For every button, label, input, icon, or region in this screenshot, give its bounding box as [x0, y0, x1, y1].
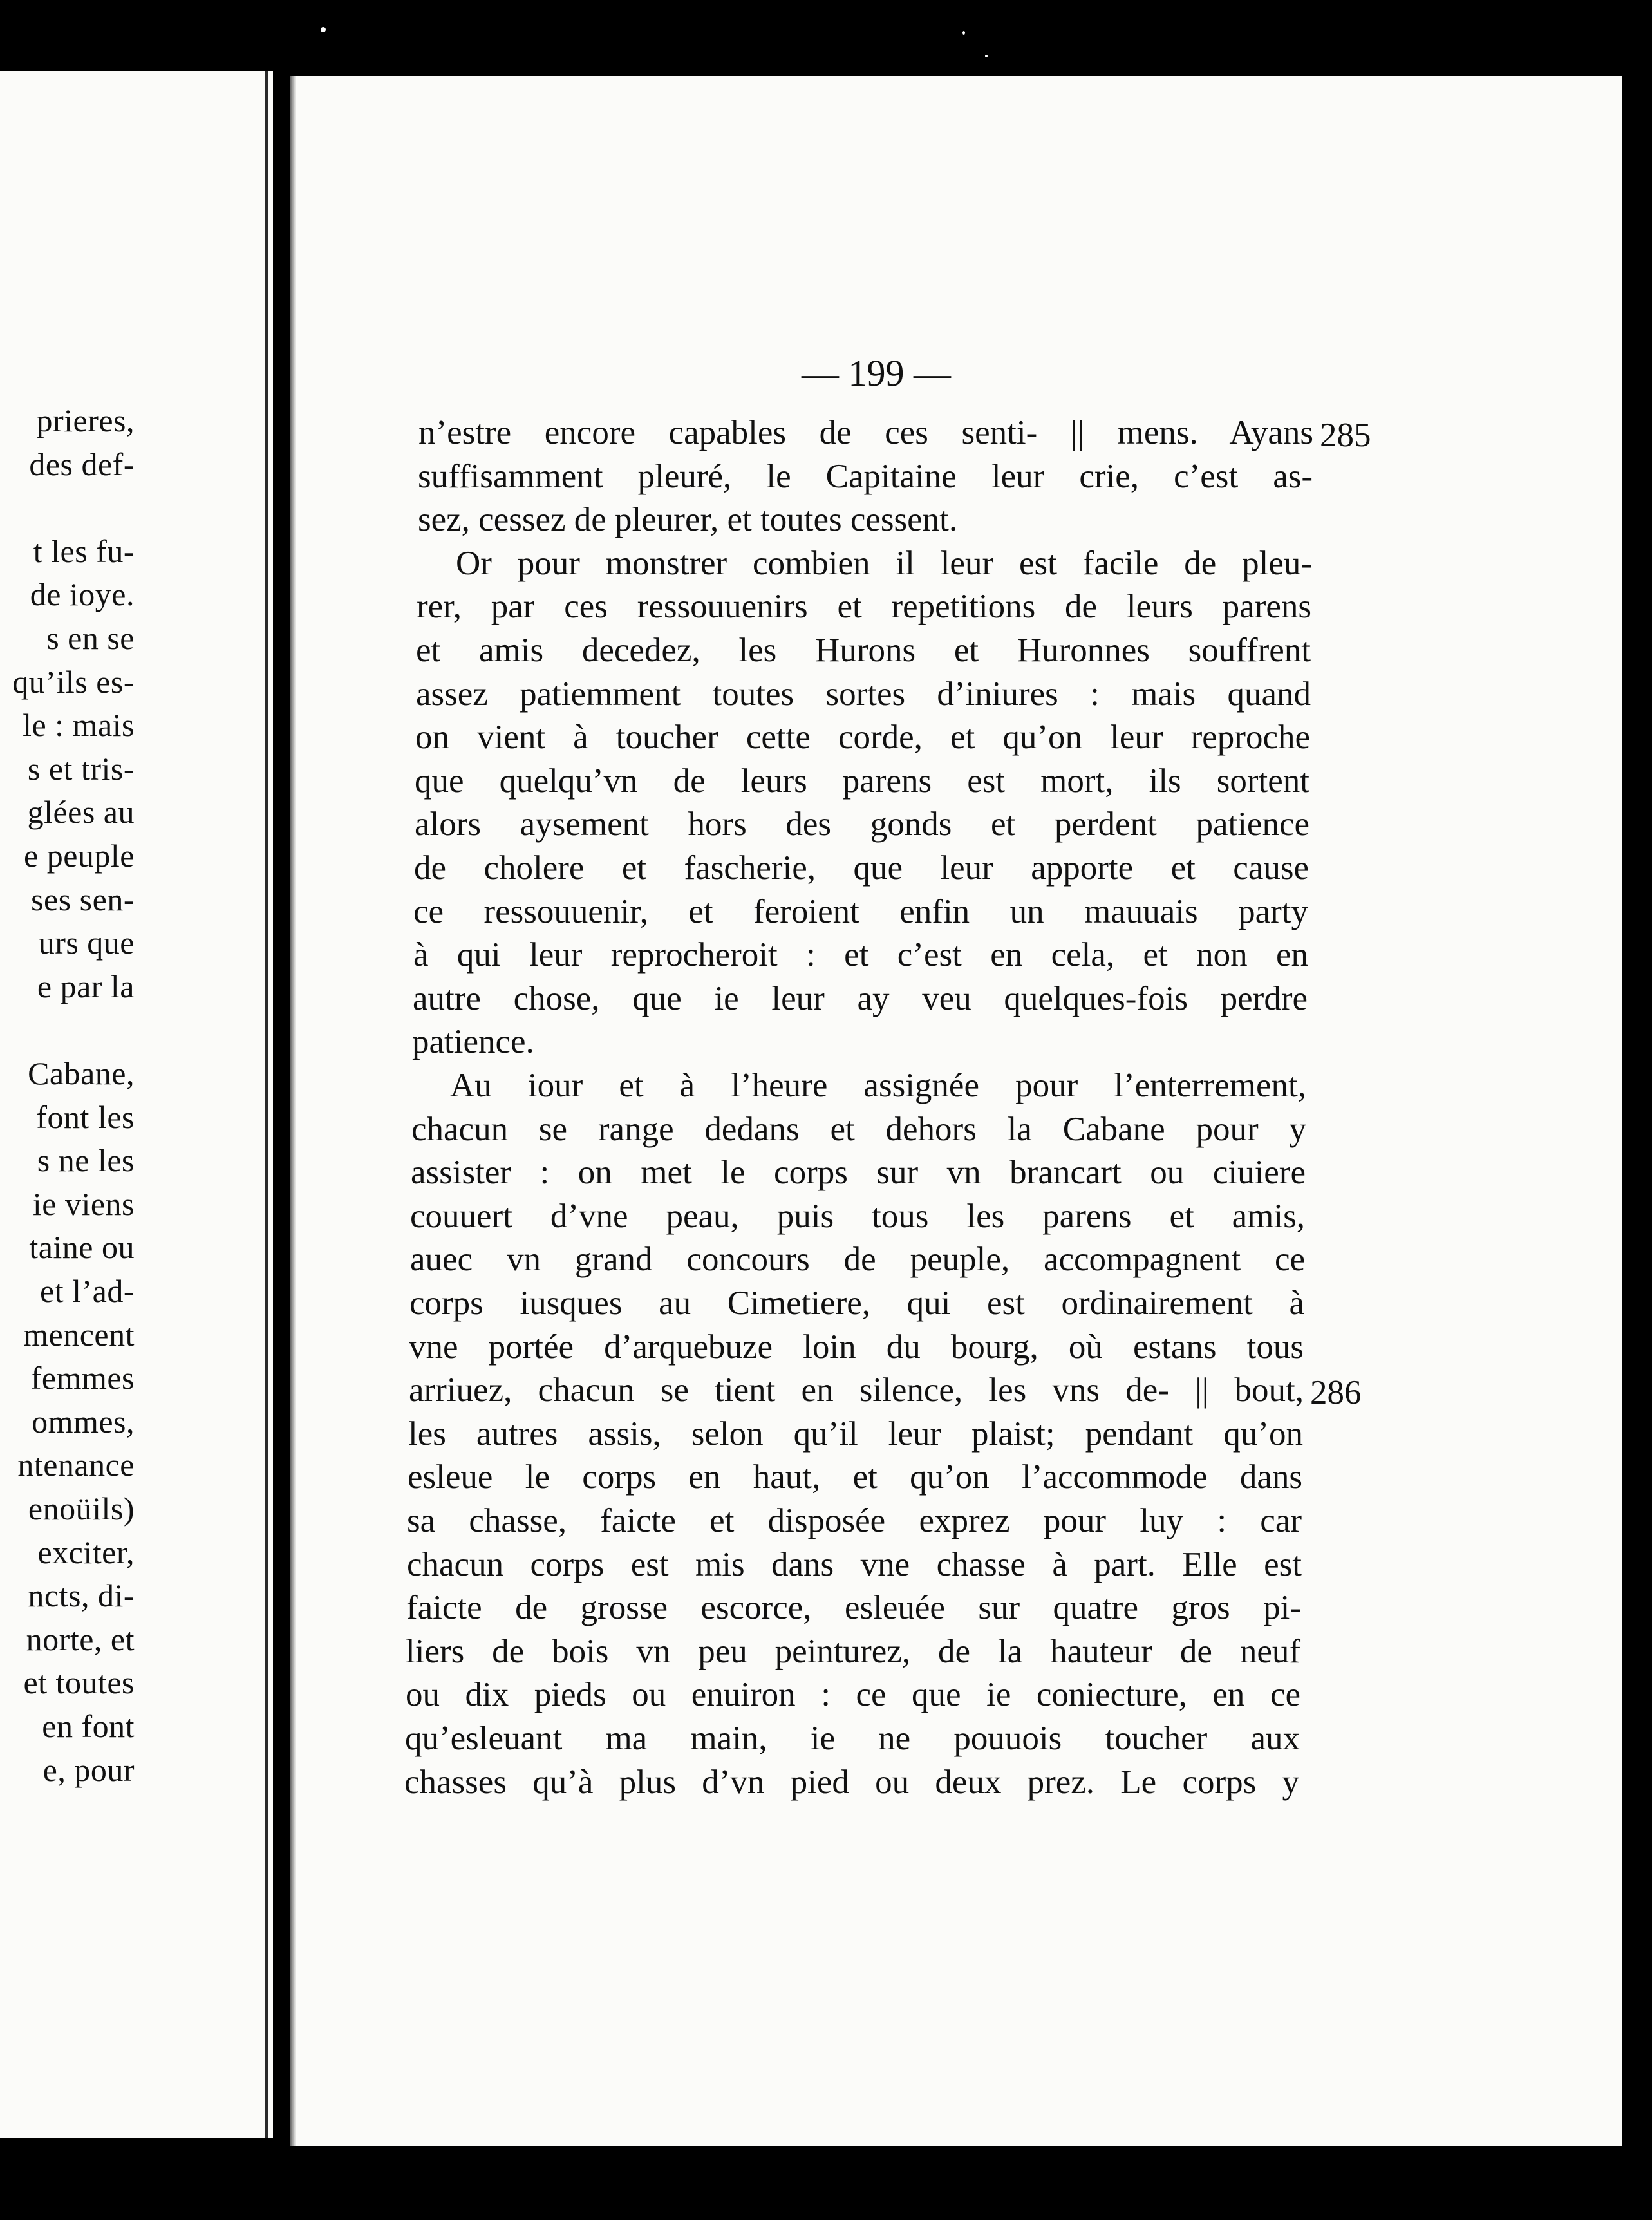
- left-page-line-end: en font: [42, 1708, 135, 1744]
- text-line: [418, 457, 1602, 495]
- left-page-line-end: glées au: [27, 794, 135, 831]
- text-line: [417, 544, 1602, 582]
- text-line: [413, 979, 1597, 1017]
- line-text: chacun se range dedans et dehors la Cabane pour y: [411, 1110, 1306, 1148]
- line-text: de cholere et fascherie, que leur apporte et cause: [414, 849, 1309, 887]
- text-line: [410, 1243, 1595, 1277]
- line-text: faicte de grosse escorce, esleuée sur quatre gros pi-: [406, 1589, 1301, 1627]
- line-text: esleue le corps en haut, et qu’on l’accommode dans: [408, 1458, 1302, 1496]
- left-page-line-end: ntenance: [17, 1447, 135, 1483]
- left-page-line-end: et l’ad-: [40, 1273, 135, 1309]
- left-page-line-end: ses sen-: [31, 881, 135, 917]
- text-line: [416, 677, 1600, 711]
- text-line: [418, 416, 1603, 450]
- line-text: chacun corps est mis dans vne chasse à part. Elle est: [407, 1545, 1302, 1583]
- page-number: — 199 —: [802, 352, 951, 394]
- left-page-line-end: s en se: [46, 620, 135, 656]
- text-line: [415, 720, 1600, 755]
- left-page-line-end: font les: [36, 1098, 135, 1135]
- line-text: arriuez, chacun se tient en silence, les vns de- || bout,: [409, 1371, 1304, 1409]
- text-line: [414, 851, 1599, 885]
- line-text: alors aysement hors des gonds et perdent patience: [415, 805, 1309, 843]
- left-page-line-end: enoüils): [28, 1491, 135, 1527]
- text-line: [406, 1591, 1591, 1625]
- text-line: [410, 1199, 1595, 1234]
- margin-page-reference: 285: [1320, 417, 1371, 454]
- line-text: n’estre encore capables de ces senti- || mens. Ayans: [418, 414, 1313, 451]
- text-line: [407, 1504, 1591, 1538]
- text-line: [411, 1156, 1595, 1190]
- left-page-line-end: des def-: [29, 446, 135, 482]
- left-page-line-end: norte, et: [26, 1621, 135, 1657]
- line-text: couuert d’vne peau, puis tous les parens et amis,: [410, 1197, 1305, 1235]
- line-text: assister : on met le corps sur vn brancart ou ciuiere: [411, 1154, 1306, 1192]
- right-page-gutter: [290, 76, 296, 2146]
- left-page-line-end: ncts, di-: [28, 1577, 135, 1614]
- left-page-line-end: de ioye.: [30, 576, 135, 613]
- line-text: ce ressouuenir, et feroient enfin un mauuais party: [413, 892, 1308, 930]
- text-line: [411, 1110, 1596, 1148]
- scan-speck: [985, 55, 988, 57]
- text-line: [406, 1632, 1590, 1670]
- text-line: [418, 503, 1602, 537]
- text-line: [413, 938, 1598, 972]
- text-line: [409, 1373, 1593, 1407]
- line-text: Or pour monstrer combien il leur est facile de pleu-: [456, 544, 1312, 582]
- line-text: Au iour et à l’heure assignée pour l’enterrement,: [450, 1067, 1306, 1104]
- line-text: assez patiemment toutes sortes d’iniures : mais quand: [416, 675, 1311, 713]
- left-page-line-end: prieres,: [36, 402, 135, 438]
- line-text: liers de bois vn peu peinturez, de la hauteur de neuf: [406, 1632, 1300, 1670]
- text-line: [415, 807, 1599, 842]
- text-line: [409, 1330, 1593, 1364]
- left-page-line-end: le : mais: [23, 707, 135, 744]
- left-page-line-end: exciter,: [37, 1534, 135, 1570]
- line-text: ou dix pieds ou enuiron : ce que ie coniecture, en ce: [406, 1676, 1300, 1714]
- text-line: [409, 1286, 1594, 1321]
- left-page-line-end: s ne les: [37, 1142, 135, 1179]
- left-page-line-end: taine ou: [29, 1229, 135, 1266]
- line-text: corps iusques au Cimetiere, qui est ordinairement à: [409, 1284, 1304, 1322]
- text-line: [416, 634, 1600, 668]
- scan-speck: [321, 27, 326, 32]
- right-page: [290, 76, 1622, 2146]
- text-line: [415, 764, 1599, 798]
- text-line: [405, 1722, 1590, 1756]
- left-page-line-end: e peuple: [24, 838, 135, 874]
- line-text: autre chose, que ie leur ay veu quelques-fois perdre: [413, 979, 1308, 1017]
- text-line: [412, 1025, 1597, 1059]
- line-text: sa chasse, faicte et disposée exprez pour luy : car: [407, 1502, 1302, 1539]
- line-text: sez, cessez de pleurer, et toutes cessent.: [418, 501, 958, 539]
- left-page-line-end: mencent: [23, 1316, 135, 1353]
- left-page-line-end: ie viens: [32, 1185, 135, 1222]
- scan-speck: [962, 31, 965, 35]
- text-line: [404, 1765, 1589, 1800]
- text-line: [417, 590, 1601, 624]
- left-page-line-end: ommes,: [32, 1403, 135, 1440]
- left-page-line-end: qu’ils es-: [12, 663, 135, 700]
- line-text: et amis decedez, les Hurons et Huronnes souffrent: [416, 632, 1311, 669]
- left-page-line-end: e, pour: [42, 1751, 135, 1788]
- left-page-line-end: urs que: [38, 925, 135, 961]
- text-line: [408, 1460, 1592, 1494]
- line-text: rer, par ces ressouuenirs et repetitions de leurs parens: [417, 588, 1311, 626]
- line-text: à qui leur reprocheroit : et c’est en cela, et non en: [413, 936, 1308, 974]
- line-text: suffisamment pleuré, le Capitaine leur crie, c’est as-: [418, 457, 1313, 495]
- left-page-line-end: et toutes: [23, 1664, 135, 1701]
- left-page-line-end: femmes: [30, 1360, 135, 1397]
- text-line: [413, 892, 1598, 930]
- text-line: [408, 1417, 1593, 1451]
- text-line: [411, 1069, 1596, 1103]
- left-page-line-end: e par la: [37, 968, 135, 1004]
- margin-page-reference: 286: [1310, 1374, 1362, 1412]
- line-text: chasses qu’à plus d’vn pied ou deux prez. Le corps y: [404, 1763, 1299, 1801]
- left-page-line-end: Cabane,: [28, 1055, 135, 1091]
- left-facing-page: [0, 71, 273, 2138]
- line-text: vne portée d’arquebuze loin du bourg, où estans tous: [409, 1328, 1304, 1366]
- left-page-gutter: [265, 71, 268, 2138]
- line-text: qu’esleuant ma main, ie ne pouuois toucher aux: [405, 1720, 1300, 1757]
- left-page-line-end: t les fu-: [33, 532, 135, 569]
- line-text: les autres assis, selon qu’il leur plaist; pendant qu’on: [408, 1415, 1303, 1453]
- text-line: [407, 1545, 1591, 1583]
- left-page-line-end: s et tris-: [27, 750, 135, 787]
- text-line: [406, 1678, 1590, 1712]
- line-text: que quelqu’vn de leurs parens est mort, ils sortent: [415, 762, 1309, 800]
- line-text: patience.: [412, 1023, 534, 1061]
- line-text: auec vn grand concours de peuple, accompagnent ce: [410, 1241, 1305, 1279]
- line-text: on vient à toucher cette corde, et qu’on leur reproche: [415, 719, 1310, 757]
